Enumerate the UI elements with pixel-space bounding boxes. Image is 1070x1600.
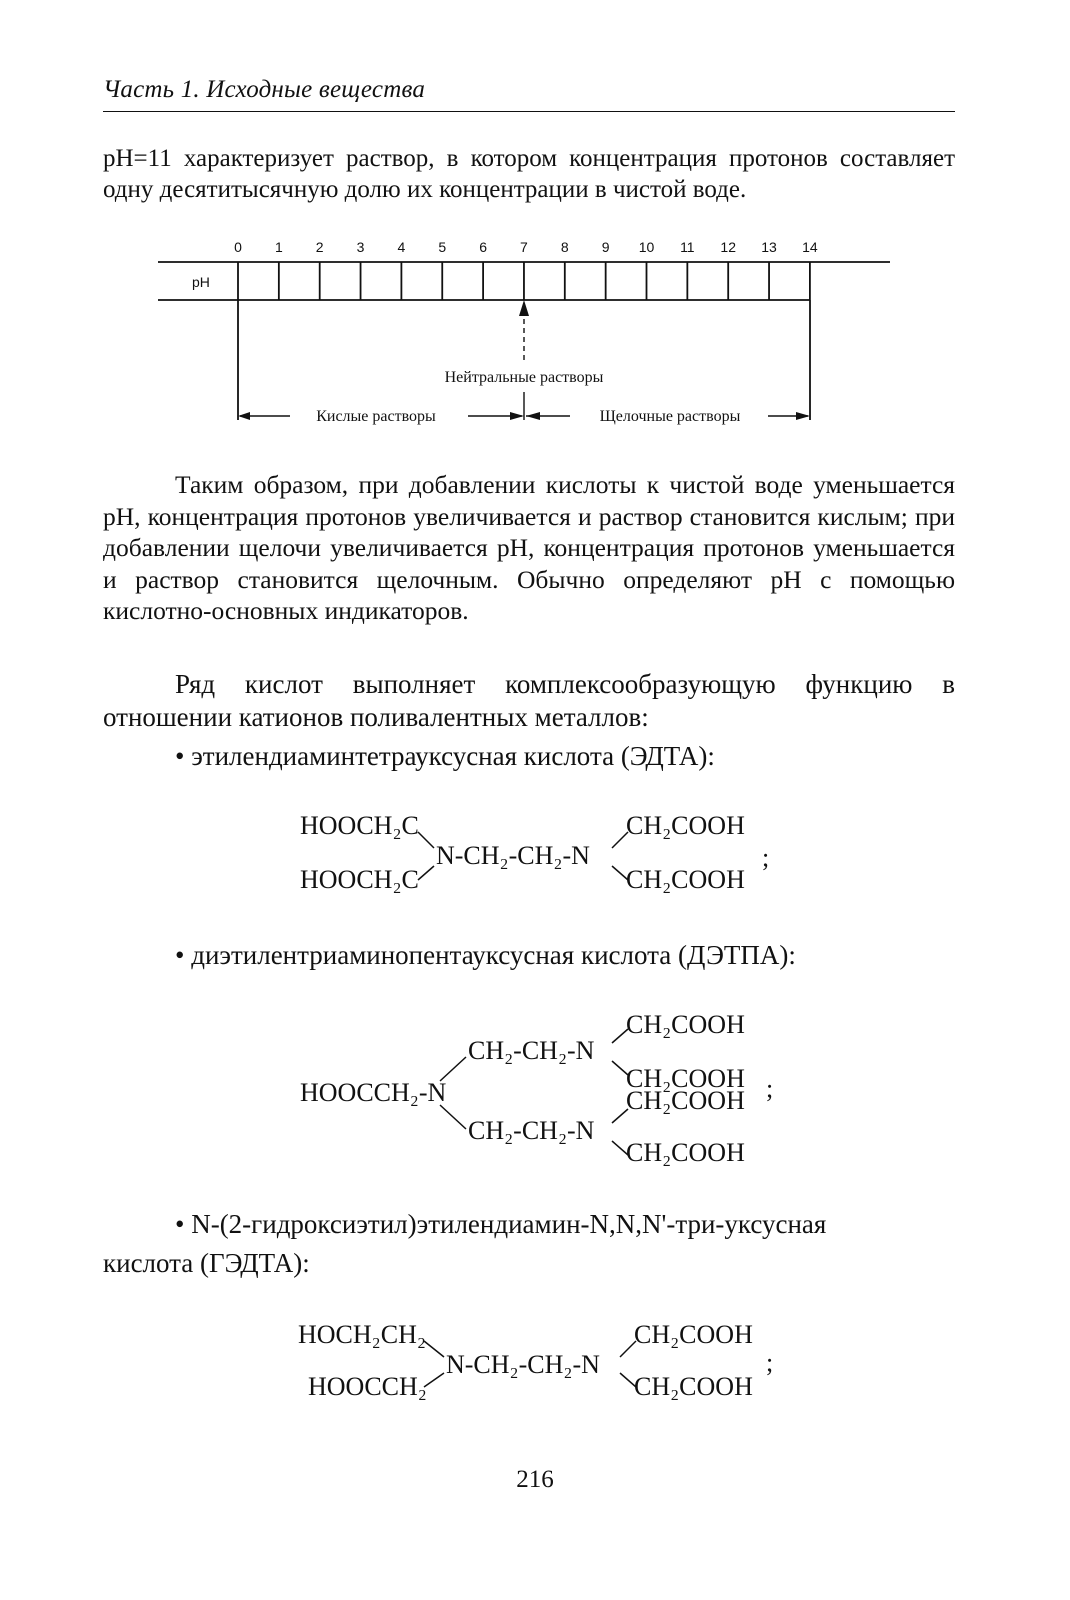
ph-tick-labels <box>234 239 818 255</box>
ph-tick-label: 7 <box>520 239 528 255</box>
svg-text:CH₂COOH: CH₂COOH <box>634 1372 753 1401</box>
svg-text:N-CH₂-CH₂-N: N-CH₂-CH₂-N <box>436 841 590 870</box>
ph-tick-label: 9 <box>601 239 610 255</box>
paragraph-conclusion: Таким образом, при добавлении кислоты к чистой воде уменьшается pH, концентрация протонов увеличивается и раствор становится кислым; при добавлении щелочи увеличивается pH, концентрация протонов уменьшается и раствор становится щелочным. Обычно определяют pH с помощью кислотно-основных индикаторов. <box>103 470 955 625</box>
svg-text:HOOCCH₂: HOOCCH₂ <box>308 1372 427 1401</box>
ph-tick-label: 11 <box>680 239 695 255</box>
ph-tick-label: 12 <box>720 239 736 255</box>
bullet-dtpa <box>175 940 796 971</box>
running-header: Часть 1. Исходные вещества <box>103 76 426 103</box>
svg-text:HOCH₂CH₂: HOCH₂CH₂ <box>298 1320 426 1349</box>
ph-tick-label: 3 <box>356 239 365 255</box>
formula-dtpa <box>290 1005 790 1170</box>
svg-text:HOOCCH₂-N: HOOCCH₂-N <box>300 1078 447 1107</box>
bullet-edta <box>175 741 715 772</box>
acid-label: Кислые растворы <box>316 408 436 425</box>
acid-name-hedta-line2: кислота (ГЭДТА): <box>103 1248 310 1278</box>
svg-text:;: ; <box>762 843 770 872</box>
ph-tick-label: 2 <box>315 239 324 255</box>
svg-text:CH₂COOH: CH₂COOH <box>626 1010 745 1039</box>
ph-tick-label: 10 <box>638 239 655 255</box>
svg-text:CH₂COOH: CH₂COOH <box>626 865 745 894</box>
svg-text:;: ; <box>766 1074 774 1103</box>
bullet-dot: • <box>175 1209 185 1239</box>
svg-text:HOOCH₂C: HOOCH₂C <box>300 811 419 840</box>
ph-tick-label: 13 <box>761 239 777 255</box>
paragraph-complexing: Ряд кислот выполняет комплексообразующую функцию в отношении катионов поливалентных металлов: <box>103 669 955 732</box>
ph-tick-label: 4 <box>397 239 406 255</box>
paragraph-ph11: pH=11 характеризует раствор, в котором концентрация протонов составляет одну десятитысячную долю их концентрации в чистой воде. <box>103 145 955 203</box>
ph-scale-diagram <box>150 232 910 432</box>
bullet-dot: • <box>175 940 185 970</box>
svg-text:CH₂-CH₂-N: CH₂-CH₂-N <box>468 1036 595 1065</box>
ph-tick-label: 5 <box>438 239 447 255</box>
ph-tick-label: 0 <box>234 239 242 255</box>
formula-hedta <box>290 1315 790 1405</box>
svg-text:CH₂COOH: CH₂COOH <box>626 811 745 840</box>
header-rule <box>103 111 955 112</box>
ph-label: pH <box>192 274 210 290</box>
svg-text:CH₂COOH: CH₂COOH <box>626 1064 745 1093</box>
acid-name-edta: этилендиаминтетрауксусная кислота (ЭДТА): <box>191 741 715 771</box>
acid-name-hedta-line1: N-(2-гидроксиэтил)этилендиамин-N,N,N'-три-уксусная <box>191 1209 827 1239</box>
ph-tick-label: 6 <box>479 239 487 255</box>
svg-text:CH₂-CH₂-N: CH₂-CH₂-N <box>468 1116 595 1145</box>
svg-text:;: ; <box>766 1348 774 1377</box>
neutral-label: Нейтральные растворы <box>444 369 604 386</box>
page-number: 216 <box>516 1466 554 1493</box>
svg-text:HOOCH₂C: HOOCH₂C <box>300 865 419 894</box>
svg-text:N-CH₂-CH₂-N: N-CH₂-CH₂-N <box>446 1350 600 1379</box>
svg-text:CH₂COOH: CH₂COOH <box>626 1138 745 1167</box>
formula-edta <box>290 808 790 898</box>
bullet-dot: • <box>175 741 185 771</box>
ph-scale-cells <box>279 262 810 300</box>
svg-text:CH₂COOH: CH₂COOH <box>626 1086 745 1115</box>
ph-tick-label: 14 <box>802 239 818 255</box>
alkaline-label: Щелочные растворы <box>599 408 741 425</box>
ph-tick-label: 1 <box>274 239 283 255</box>
bullet-hedta <box>175 1209 826 1240</box>
svg-text:CH₂COOH: CH₂COOH <box>634 1320 753 1349</box>
acid-name-dtpa: диэтилентриаминопентауксусная кислота (ДЭТПА): <box>191 940 796 970</box>
ph-tick-label: 8 <box>560 239 569 255</box>
neutral-arrow-head <box>519 300 529 316</box>
